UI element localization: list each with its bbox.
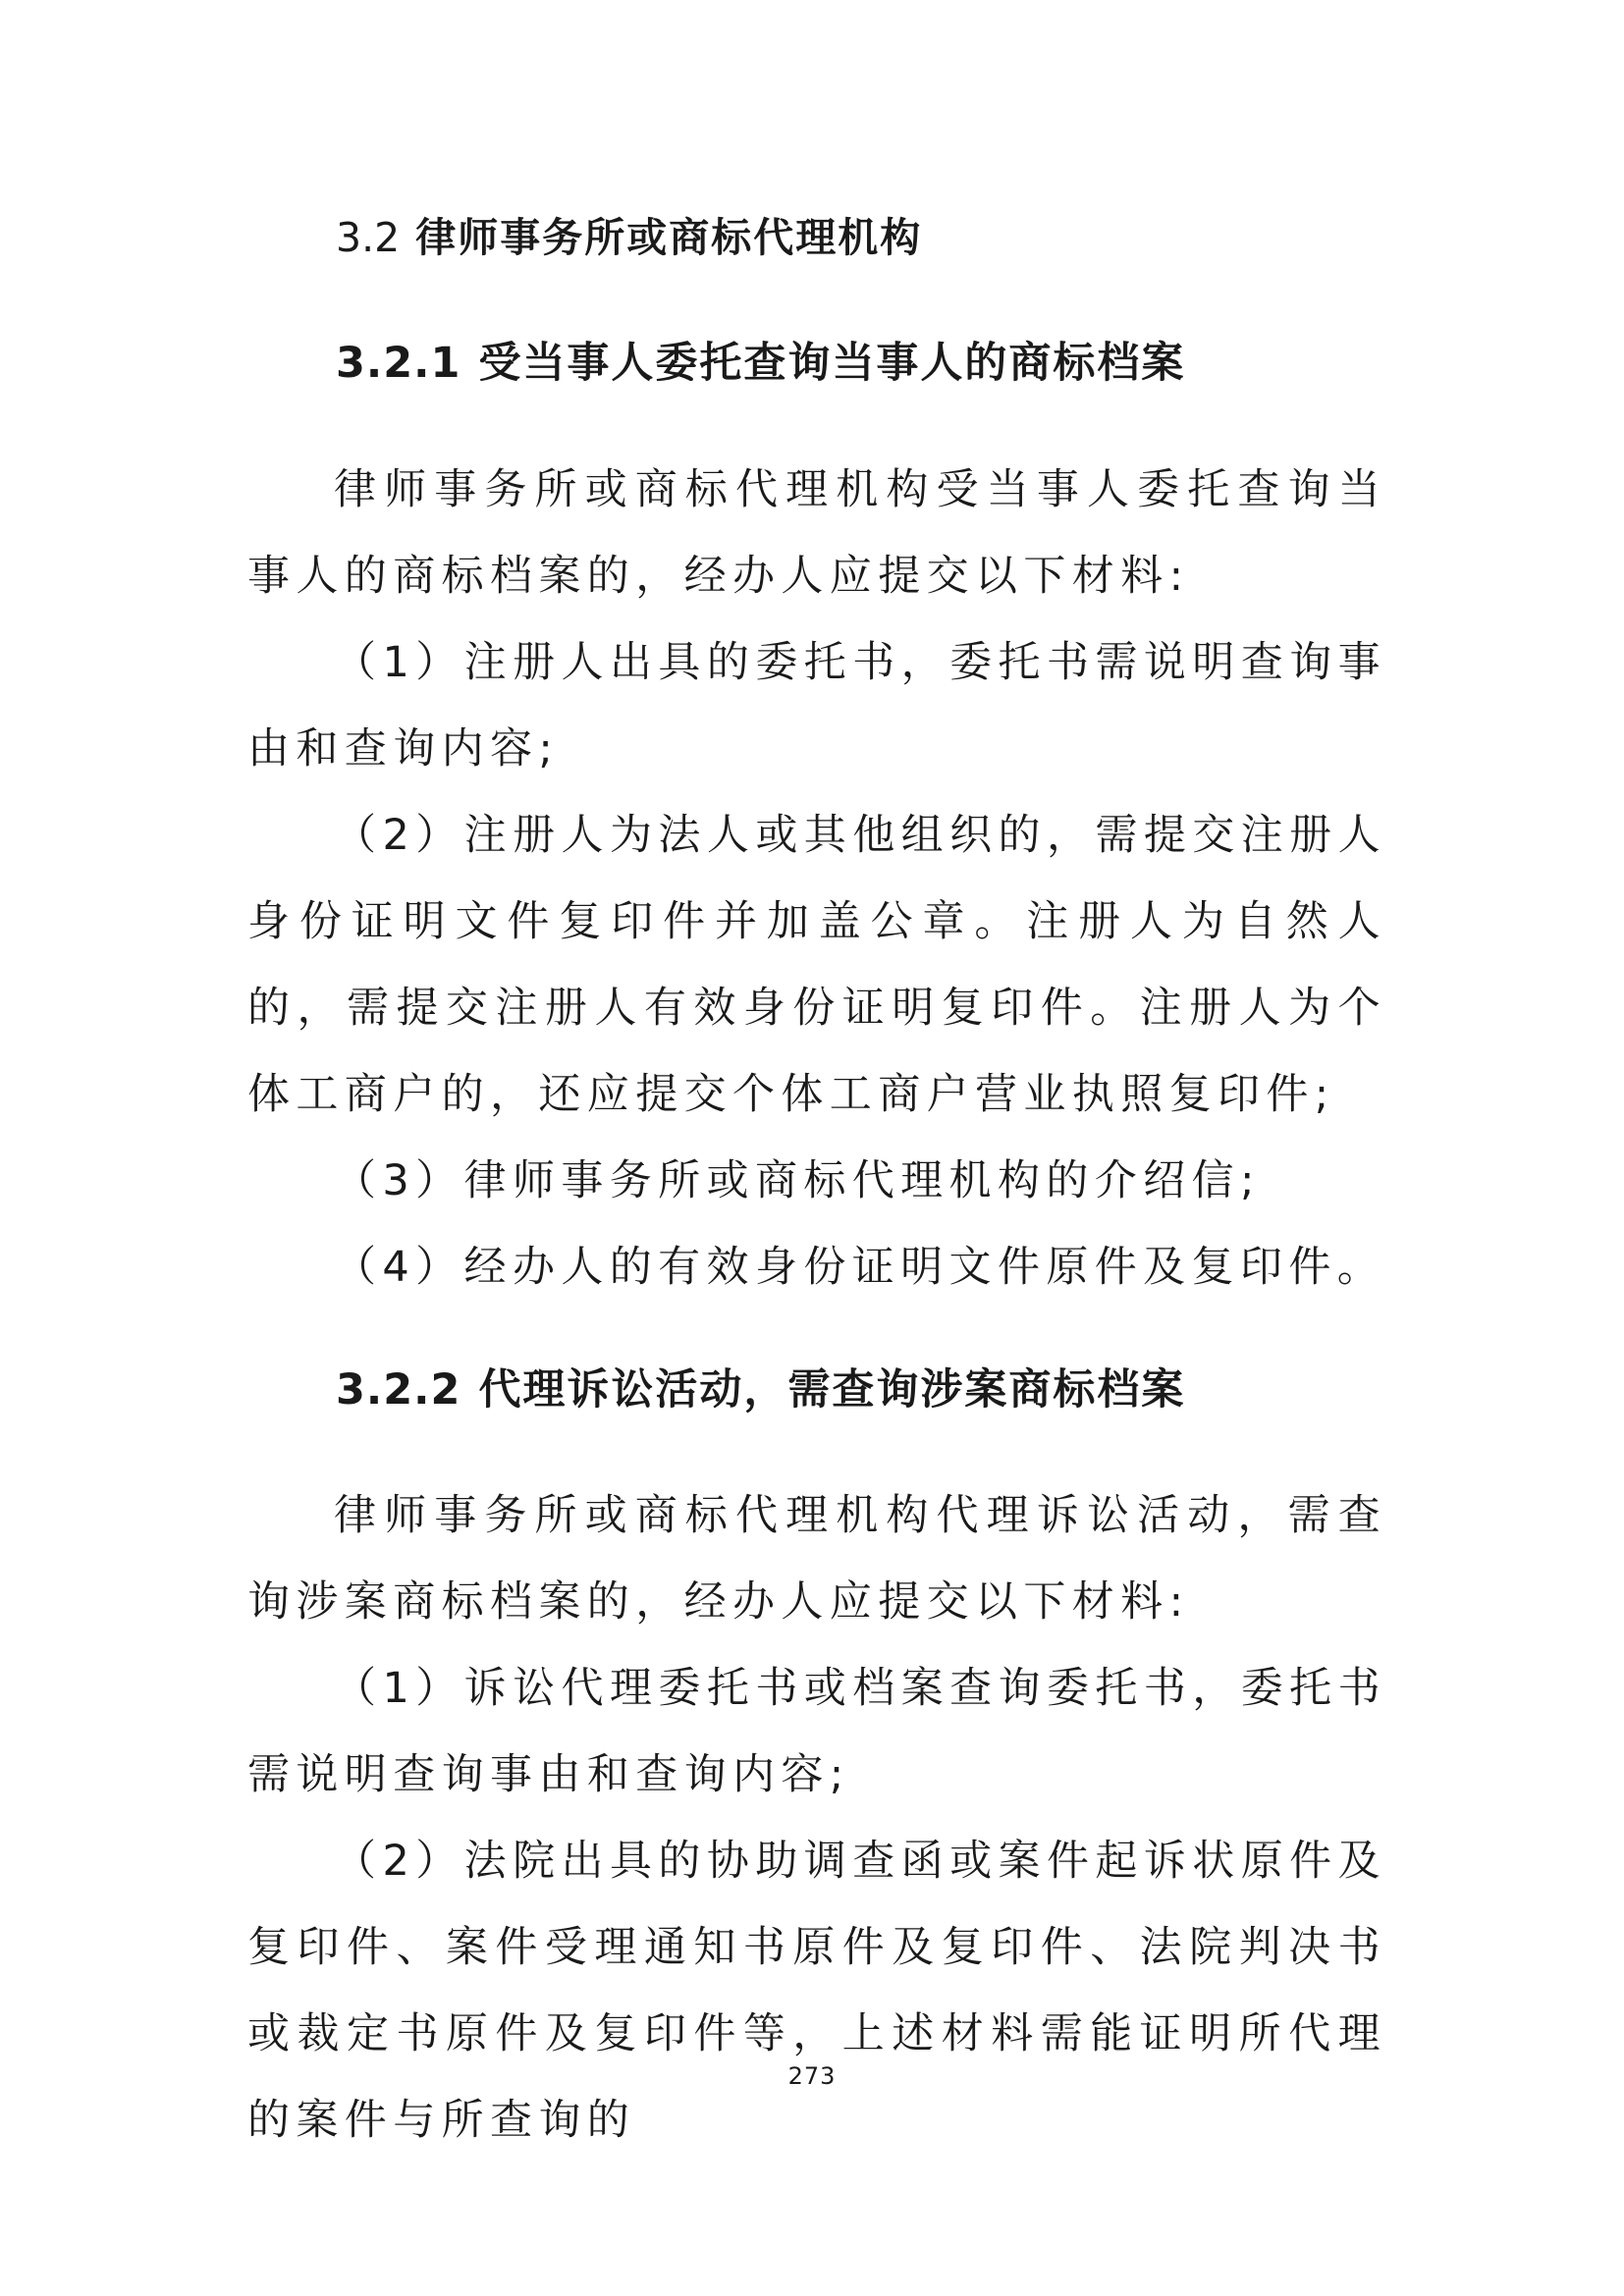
- section-number: 3.2: [336, 214, 401, 261]
- subsection-title: 代理诉讼活动，需查询涉案商标档案: [478, 1365, 1186, 1415]
- section-title: 律师事务所或商标代理机构: [415, 214, 923, 261]
- intro-paragraph: 律师事务所或商标代理机构受当事人委托查询当事人的商标档案的，经办人应提交以下材料:: [247, 465, 1386, 601]
- subsection-number: 3.2.1: [336, 339, 461, 388]
- list-item: （2）法院出具的协助调查函或案件起诉状原件及复印件、案件受理通知书原件及复印件、法院判决书或裁定书原件及复印件等，上述材料需能证明所代理的案件与所查询的: [247, 1837, 1386, 2145]
- list-item: （2）注册人为法人或其他组织的，需提交注册人身份证明文件复印件并加盖公章。注册人为自然人的，需提交注册人有效身份证明复印件。注册人为个体工商户的，还应提交个体工商户营业执照复印件;: [247, 811, 1386, 1119]
- subsection-title: 受当事人委托查询当事人的商标档案: [478, 339, 1186, 388]
- list-item: （3）律师事务所或商标代理机构的介绍信;: [334, 1156, 1261, 1205]
- subsection-body-3-2-1: [247, 447, 1386, 1310]
- subsection-heading-3-2-1: [336, 333, 1185, 394]
- subsection-body-3-2-2: [247, 1472, 1386, 2163]
- section-heading: [336, 208, 922, 267]
- subsection-heading-3-2-2: [336, 1360, 1185, 1420]
- list-item: （4）经办人的有效身份证明文件原件及复印件。: [334, 1243, 1386, 1292]
- intro-paragraph: 律师事务所或商标代理机构代理诉讼活动，需查询涉案商标档案的，经办人应提交以下材料:: [247, 1491, 1386, 1627]
- page-number: 273: [787, 2062, 837, 2090]
- list-item: （1）诉讼代理委托书或档案查询委托书，委托书需说明查询事由和查询内容;: [247, 1664, 1386, 1799]
- list-item: （1）注册人出具的委托书，委托书需说明查询事由和查询内容;: [247, 638, 1386, 774]
- subsection-number: 3.2.2: [336, 1365, 461, 1415]
